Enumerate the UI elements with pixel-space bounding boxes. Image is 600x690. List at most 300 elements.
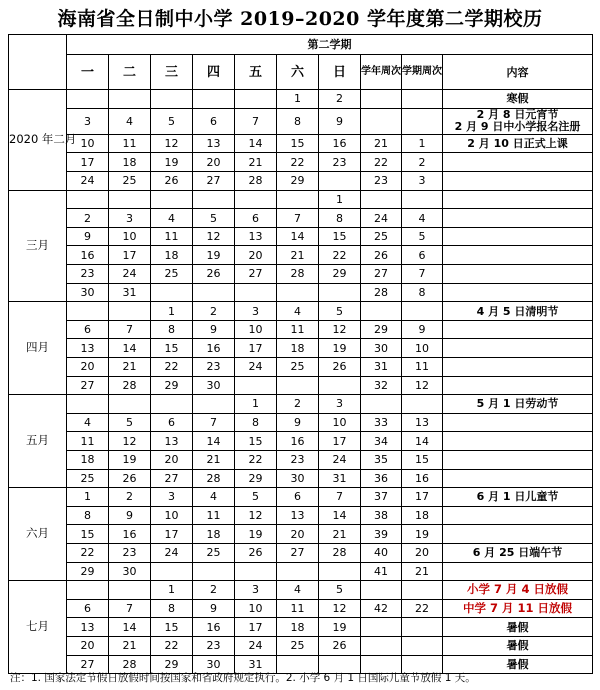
day-cell: 14 [277,227,319,246]
content-note: 暑假 [443,618,593,637]
school-year-week-cell: 28 [361,283,402,302]
day-cell: 14 [319,506,361,525]
day-cell: 24 [235,636,277,655]
day-cell: 9 [109,506,151,525]
day-cell: 7 [109,320,151,339]
day-cell: 29 [319,265,361,284]
day-cell: 5 [109,413,151,432]
month-label: 2020 年二月 [9,90,67,191]
day-cell: 25 [151,265,193,284]
day-cell: 23 [109,543,151,562]
content-note: 暑假 [443,655,593,674]
day-cell: 31 [109,283,151,302]
semester-week-header: 学期周次 [402,55,443,90]
month-label: 六月 [9,488,67,581]
day-cell: 14 [235,134,277,153]
semester-week-cell: 21 [402,562,443,581]
calendar-row [9,246,593,265]
semester-week-cell [402,395,443,414]
day-cell [193,283,235,302]
day-cell: 29 [67,562,109,581]
content-note [443,320,593,339]
day-cell: 8 [67,506,109,525]
content-note [443,432,593,451]
content-note: 中学 7 月 11 日放假 [443,599,593,618]
content-note [443,562,593,581]
day-cell: 12 [193,227,235,246]
page-title: 海南省全日制中小学 2019–2020 学年度第二学期校历 [57,8,543,30]
day-cell [109,581,151,600]
day-cell: 28 [109,655,151,674]
content-note [443,265,593,284]
day-cell: 5 [151,108,193,134]
school-year-week-cell: 27 [361,265,402,284]
day-cell [67,190,109,209]
content-note [443,469,593,488]
weekday-header: 四 [193,55,235,90]
day-cell [67,302,109,321]
day-cell: 16 [193,339,235,358]
semester-week-cell [402,90,443,109]
day-cell: 28 [193,469,235,488]
calendar-row [9,190,593,209]
calendar-row [9,227,593,246]
day-cell: 13 [67,618,109,637]
day-cell: 16 [277,432,319,451]
day-cell: 20 [235,246,277,265]
semester-week-cell: 4 [402,209,443,228]
content-note: 寒假 [443,90,593,109]
school-year-week-cell: 38 [361,506,402,525]
day-cell: 22 [277,153,319,172]
day-cell: 3 [235,581,277,600]
content-note: 5 月 1 日劳动节 [443,395,593,414]
school-year-week-cell: 24 [361,209,402,228]
content-note [443,283,593,302]
day-cell: 15 [277,134,319,153]
day-cell: 16 [193,618,235,637]
day-cell: 2 [193,581,235,600]
day-cell: 16 [109,525,151,544]
day-cell: 10 [319,413,361,432]
day-cell: 21 [109,358,151,377]
school-year-week-cell [361,581,402,600]
day-cell: 29 [277,172,319,191]
calendar-row [9,562,593,581]
day-cell: 20 [277,525,319,544]
day-cell: 12 [109,432,151,451]
day-cell: 23 [277,450,319,469]
day-cell: 30 [109,562,151,581]
month-label: 五月 [9,395,67,488]
semester-week-cell: 14 [402,432,443,451]
day-cell: 18 [109,153,151,172]
school-year-week-cell [361,618,402,637]
day-cell: 26 [319,636,361,655]
day-cell: 5 [319,302,361,321]
semester-week-cell [402,302,443,321]
day-cell [235,90,277,109]
month-label: 七月 [9,581,67,674]
day-cell: 24 [67,172,109,191]
day-cell: 28 [235,172,277,191]
calendar-row [9,302,593,321]
day-cell: 1 [151,302,193,321]
day-cell: 17 [67,153,109,172]
content-note [443,358,593,377]
day-cell [67,395,109,414]
day-cell [319,376,361,395]
calendar-row [9,134,593,153]
day-cell: 19 [193,246,235,265]
day-cell: 11 [151,227,193,246]
semester-week-cell: 11 [402,358,443,377]
day-cell: 18 [193,525,235,544]
day-cell: 10 [109,227,151,246]
day-cell: 15 [235,432,277,451]
day-cell [109,90,151,109]
day-cell: 31 [235,655,277,674]
day-cell: 23 [193,358,235,377]
calendar-row [9,413,593,432]
day-cell: 2 [277,395,319,414]
school-year-week-cell: 37 [361,488,402,507]
day-cell: 6 [193,108,235,134]
day-cell: 10 [151,506,193,525]
day-cell: 22 [67,543,109,562]
day-cell [151,395,193,414]
day-cell: 8 [277,108,319,134]
day-cell: 11 [277,599,319,618]
day-cell: 15 [67,525,109,544]
semester-week-cell: 9 [402,320,443,339]
semester-week-cell: 1 [402,134,443,153]
day-cell: 18 [277,618,319,637]
semester-week-cell: 7 [402,265,443,284]
day-cell: 13 [235,227,277,246]
day-cell [235,562,277,581]
calendar-row [9,209,593,228]
day-cell: 14 [109,339,151,358]
day-cell: 8 [151,320,193,339]
day-cell: 20 [151,450,193,469]
day-cell: 4 [277,581,319,600]
day-cell: 17 [151,525,193,544]
day-cell: 15 [151,339,193,358]
semester-week-cell: 2 [402,153,443,172]
day-cell: 1 [151,581,193,600]
day-cell: 15 [151,618,193,637]
calendar-row [9,469,593,488]
day-cell: 20 [67,358,109,377]
content-note [443,227,593,246]
day-cell: 19 [151,153,193,172]
content-note: 2 月 8 日元宵节 2 月 9 日中小学报名注册 [443,108,593,134]
day-cell: 17 [319,432,361,451]
day-cell: 4 [67,413,109,432]
semester-week-cell: 19 [402,525,443,544]
day-cell [193,190,235,209]
day-cell: 27 [67,655,109,674]
calendar-row [9,395,593,414]
calendar-row [9,358,593,377]
content-note [443,246,593,265]
school-year-week-cell: 36 [361,469,402,488]
day-cell: 25 [277,636,319,655]
day-cell: 31 [319,469,361,488]
day-cell: 26 [109,469,151,488]
calendar-row [9,506,593,525]
day-cell [319,283,361,302]
day-cell: 12 [235,506,277,525]
day-cell: 4 [109,108,151,134]
day-cell: 22 [235,450,277,469]
day-cell: 1 [235,395,277,414]
school-year-week-cell [361,190,402,209]
day-cell [319,172,361,191]
day-cell: 7 [319,488,361,507]
day-cell: 29 [151,376,193,395]
day-cell: 14 [109,618,151,637]
day-cell: 13 [151,432,193,451]
day-cell: 24 [109,265,151,284]
day-cell: 2 [193,302,235,321]
day-cell: 17 [235,618,277,637]
school-year-week-cell: 33 [361,413,402,432]
calendar-row [9,581,593,600]
weekday-header: 二 [109,55,151,90]
day-cell: 26 [235,543,277,562]
school-year-week-cell: 26 [361,246,402,265]
day-cell: 3 [319,395,361,414]
day-cell: 27 [67,376,109,395]
day-cell: 28 [109,376,151,395]
day-cell: 23 [67,265,109,284]
semester-week-cell: 3 [402,172,443,191]
day-cell: 15 [319,227,361,246]
day-cell: 29 [235,469,277,488]
day-cell: 9 [193,320,235,339]
day-cell: 16 [319,134,361,153]
day-cell: 9 [67,227,109,246]
day-cell: 25 [193,543,235,562]
day-cell: 7 [277,209,319,228]
semester-week-cell [402,618,443,637]
month-header-cell [9,35,67,90]
content-note [443,172,593,191]
semester-week-cell: 16 [402,469,443,488]
day-cell: 17 [109,246,151,265]
calendar-row [9,108,593,134]
school-year-week-cell: 25 [361,227,402,246]
day-cell: 16 [67,246,109,265]
day-cell: 12 [319,320,361,339]
content-note: 6 月 25 日端午节 [443,543,593,562]
day-cell: 27 [151,469,193,488]
day-cell: 13 [67,339,109,358]
day-cell: 18 [277,339,319,358]
semester-week-cell: 18 [402,506,443,525]
content-note: 暑假 [443,636,593,655]
day-cell: 30 [67,283,109,302]
day-cell: 24 [319,450,361,469]
day-cell: 8 [319,209,361,228]
day-cell: 7 [109,599,151,618]
calendar-row [9,339,593,358]
day-cell: 1 [319,190,361,209]
school-year-week-cell: 41 [361,562,402,581]
day-cell: 11 [109,134,151,153]
day-cell: 19 [319,339,361,358]
day-cell: 7 [193,413,235,432]
day-cell: 20 [193,153,235,172]
day-cell [235,376,277,395]
weekday-header: 六 [277,55,319,90]
day-cell: 17 [235,339,277,358]
day-cell: 9 [193,599,235,618]
content-note [443,209,593,228]
day-cell: 29 [151,655,193,674]
school-year-week-cell: 23 [361,172,402,191]
day-cell: 5 [319,581,361,600]
day-cell: 8 [235,413,277,432]
school-year-week-header: 学年周次 [361,55,402,90]
day-cell: 25 [67,469,109,488]
content-header: 内容 [443,55,593,90]
day-cell [235,283,277,302]
day-cell: 14 [193,432,235,451]
calendar-row [9,265,593,284]
calendar-row [9,450,593,469]
day-cell: 11 [67,432,109,451]
day-cell: 28 [319,543,361,562]
day-cell: 22 [151,636,193,655]
day-cell: 1 [67,488,109,507]
semester-week-cell: 8 [402,283,443,302]
day-cell: 4 [151,209,193,228]
day-cell [151,283,193,302]
day-cell: 11 [277,320,319,339]
semester-week-cell: 5 [402,227,443,246]
school-year-week-cell: 40 [361,543,402,562]
semester-week-cell [402,581,443,600]
school-year-week-cell [361,90,402,109]
day-cell: 23 [319,153,361,172]
day-cell [109,302,151,321]
semester-week-cell: 15 [402,450,443,469]
day-cell: 19 [109,450,151,469]
day-cell: 21 [319,525,361,544]
semester-week-cell [402,190,443,209]
school-year-week-cell [361,636,402,655]
content-note [443,376,593,395]
calendar-row [9,153,593,172]
month-label: 四月 [9,302,67,395]
day-cell: 25 [109,172,151,191]
day-cell: 21 [193,450,235,469]
day-cell: 18 [67,450,109,469]
day-cell [67,90,109,109]
calendar-row [9,636,593,655]
day-cell: 22 [319,246,361,265]
day-cell: 6 [67,320,109,339]
semester-week-cell: 10 [402,339,443,358]
month-label: 三月 [9,190,67,302]
day-cell [235,190,277,209]
day-cell: 20 [67,636,109,655]
day-cell: 6 [67,599,109,618]
semester-week-cell [402,108,443,134]
day-cell [277,562,319,581]
calendar-row [9,172,593,191]
day-cell: 9 [277,413,319,432]
semester-week-cell: 20 [402,543,443,562]
day-cell: 1 [277,90,319,109]
calendar-row [9,376,593,395]
day-cell: 5 [235,488,277,507]
day-cell [193,90,235,109]
school-year-week-cell [361,302,402,321]
school-year-week-cell [361,108,402,134]
day-cell [319,562,361,581]
day-cell: 4 [277,302,319,321]
calendar-row [9,543,593,562]
day-cell: 4 [193,488,235,507]
content-note [443,153,593,172]
content-note [443,190,593,209]
calendar-row [9,525,593,544]
day-cell [193,395,235,414]
day-cell: 27 [235,265,277,284]
content-note [443,525,593,544]
school-year-week-cell: 35 [361,450,402,469]
day-cell: 5 [193,209,235,228]
day-cell: 30 [277,469,319,488]
day-cell: 27 [193,172,235,191]
day-cell: 25 [277,358,319,377]
day-cell: 2 [109,488,151,507]
content-note [443,506,593,525]
school-calendar-table [8,34,593,674]
calendar-row [9,90,593,109]
day-cell: 21 [277,246,319,265]
day-cell: 8 [151,599,193,618]
day-cell: 30 [193,376,235,395]
content-note [443,339,593,358]
day-cell: 13 [193,134,235,153]
semester-week-cell: 22 [402,599,443,618]
school-year-week-cell: 39 [361,525,402,544]
day-cell: 27 [277,543,319,562]
day-cell [109,395,151,414]
day-cell: 3 [109,209,151,228]
day-cell: 2 [319,90,361,109]
day-cell: 12 [319,599,361,618]
day-cell: 22 [151,358,193,377]
school-year-week-cell: 31 [361,358,402,377]
day-cell [67,581,109,600]
calendar-row [9,599,593,618]
footnote: 注：1. 国家法定节假日放假时间按国家和省政府规定执行。2. 小学 6 月 1 日国际儿童节放假 1 天。 [10,672,476,684]
day-cell: 23 [193,636,235,655]
day-cell: 26 [151,172,193,191]
day-cell: 19 [319,618,361,637]
content-note: 2 月 10 日正式上课 [443,134,593,153]
day-cell [277,283,319,302]
school-year-week-cell [361,395,402,414]
semester-week-cell: 6 [402,246,443,265]
day-cell: 30 [193,655,235,674]
